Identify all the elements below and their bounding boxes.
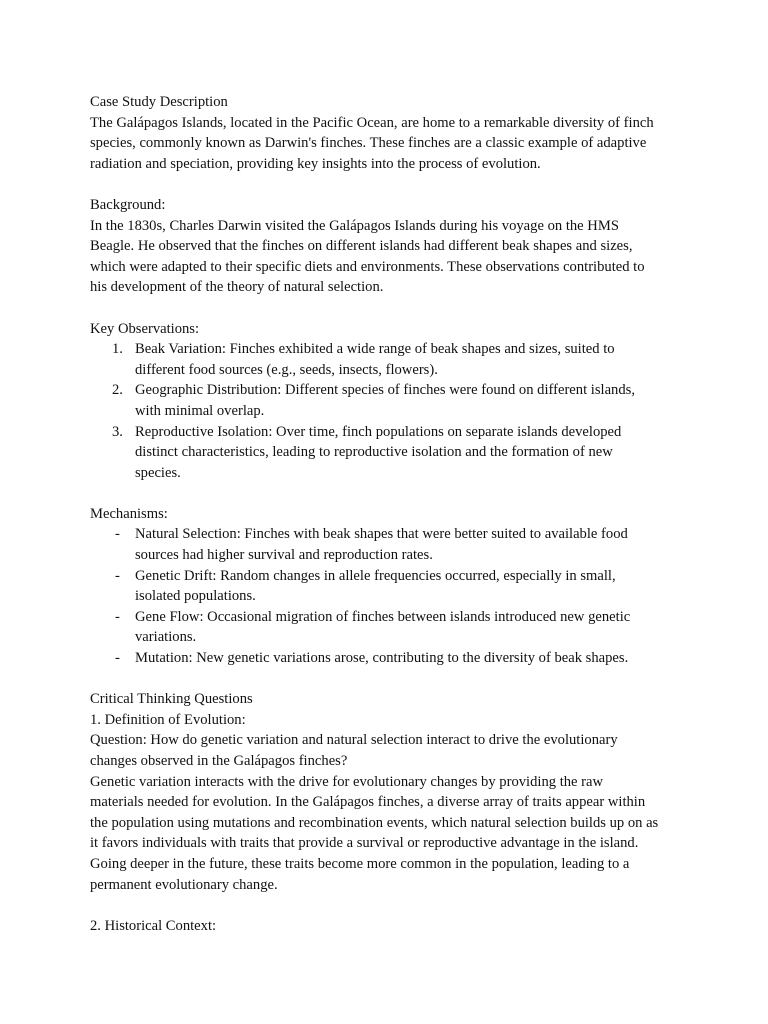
observation-line: distinct characteristics, leading to reproductive isolation and the formation of new	[135, 444, 613, 461]
answer-line: Genetic variation interacts with the drive for evolutionary changes by providing the raw	[90, 773, 604, 790]
background-line: Beagle. He observed that the finches on different islands had different beak shapes and sizes,	[90, 238, 633, 255]
mechanism-line: variations.	[135, 629, 197, 646]
mechanism-line: Natural Selection: Finches with beak shapes that were better suited to available food	[135, 526, 628, 543]
mechanism-line: isolated populations.	[135, 588, 256, 605]
mechanism-item	[90, 648, 690, 669]
list-number: 3.	[112, 423, 123, 440]
observation-item	[90, 380, 690, 421]
spacer	[90, 483, 690, 504]
answer-line: Going deeper in the future, these traits become more common in the population, leading to a	[90, 855, 630, 872]
mechanism-line: Gene Flow: Occasional migration of finches between islands introduced new genetic	[135, 608, 631, 625]
spacer	[90, 174, 690, 195]
observation-item	[90, 422, 690, 484]
answer-line: materials needed for evolution. In the Galápagos finches, a diverse array of traits appear within	[90, 794, 646, 811]
question-text: changes observed in the Galápagos finches?	[90, 753, 348, 769]
observations-heading: Key Observations:	[90, 320, 200, 337]
observation-line: different food sources (e.g., seeds, insects, flowers).	[135, 361, 438, 378]
mechanism-line: Mutation: New genetic variations arose, contributing to the diversity of beak shapes.	[135, 650, 629, 667]
mechanism-item	[90, 607, 690, 648]
spacer	[90, 895, 690, 916]
observation-line: Geographic Distribution: Different species of finches were found on different islands,	[135, 382, 635, 399]
observation-line: with minimal overlap.	[135, 402, 265, 419]
answer-line: permanent evolutionary change.	[90, 876, 278, 893]
observation-line: Beak Variation: Finches exhibited a wide range of beak shapes and sizes, suited to	[135, 341, 615, 358]
mechanism-item	[90, 524, 690, 565]
mechanisms-heading: Mechanisms:	[90, 505, 168, 522]
mechanism-item	[90, 566, 690, 607]
question-title: 1. Definition of Evolution:	[90, 711, 246, 728]
observation-line: species.	[135, 464, 181, 481]
question-title: 2. Historical Context:	[90, 917, 217, 934]
background-line: In the 1830s, Charles Darwin visited the Galápagos Islands during his voyage on the HMS	[90, 217, 619, 234]
list-number: 2.	[112, 382, 123, 399]
intro-line: radiation and speciation, providing key insights into the process of evolution.	[90, 155, 541, 172]
intro-line: The Galápagos Islands, located in the Pacific Ocean, are home to a remarkable diversity of finch	[90, 114, 654, 131]
dash-bullet: -	[115, 526, 120, 543]
observation-item	[90, 339, 690, 380]
dash-bullet: -	[115, 650, 120, 667]
questions-heading: Critical Thinking Questions	[90, 691, 253, 708]
background-heading: Background:	[90, 196, 166, 213]
document-title: Case Study Description	[90, 94, 228, 110]
document-page	[90, 92, 690, 936]
list-number: 1.	[112, 341, 123, 358]
intro-line: species, commonly known as Darwin's finches. These finches are a classic example of adaptive	[90, 135, 647, 152]
observation-line: Reproductive Isolation: Over time, finch populations on separate islands developed	[135, 423, 622, 440]
spacer	[90, 298, 690, 319]
mechanism-line: Genetic Drift: Random changes in allele frequencies occurred, especially in small,	[135, 567, 616, 584]
answer-line: the population using mutations and recombination events, which natural selection builds up on as	[90, 814, 659, 831]
answer-line: it favors individuals with traits that provide a survival or reproductive advantage in the island.	[90, 835, 639, 852]
dash-bullet: -	[115, 608, 120, 625]
background-line: which were adapted to their specific diets and environments. These observations contributed to	[90, 258, 645, 275]
spacer	[90, 669, 690, 690]
background-line: his development of the theory of natural selection.	[90, 279, 384, 296]
dash-bullet: -	[115, 567, 120, 584]
mechanism-line: sources had higher survival and reproduction rates.	[135, 547, 433, 564]
question-text: Question: How do genetic variation and natural selection interact to drive the evolutionary	[90, 732, 618, 749]
